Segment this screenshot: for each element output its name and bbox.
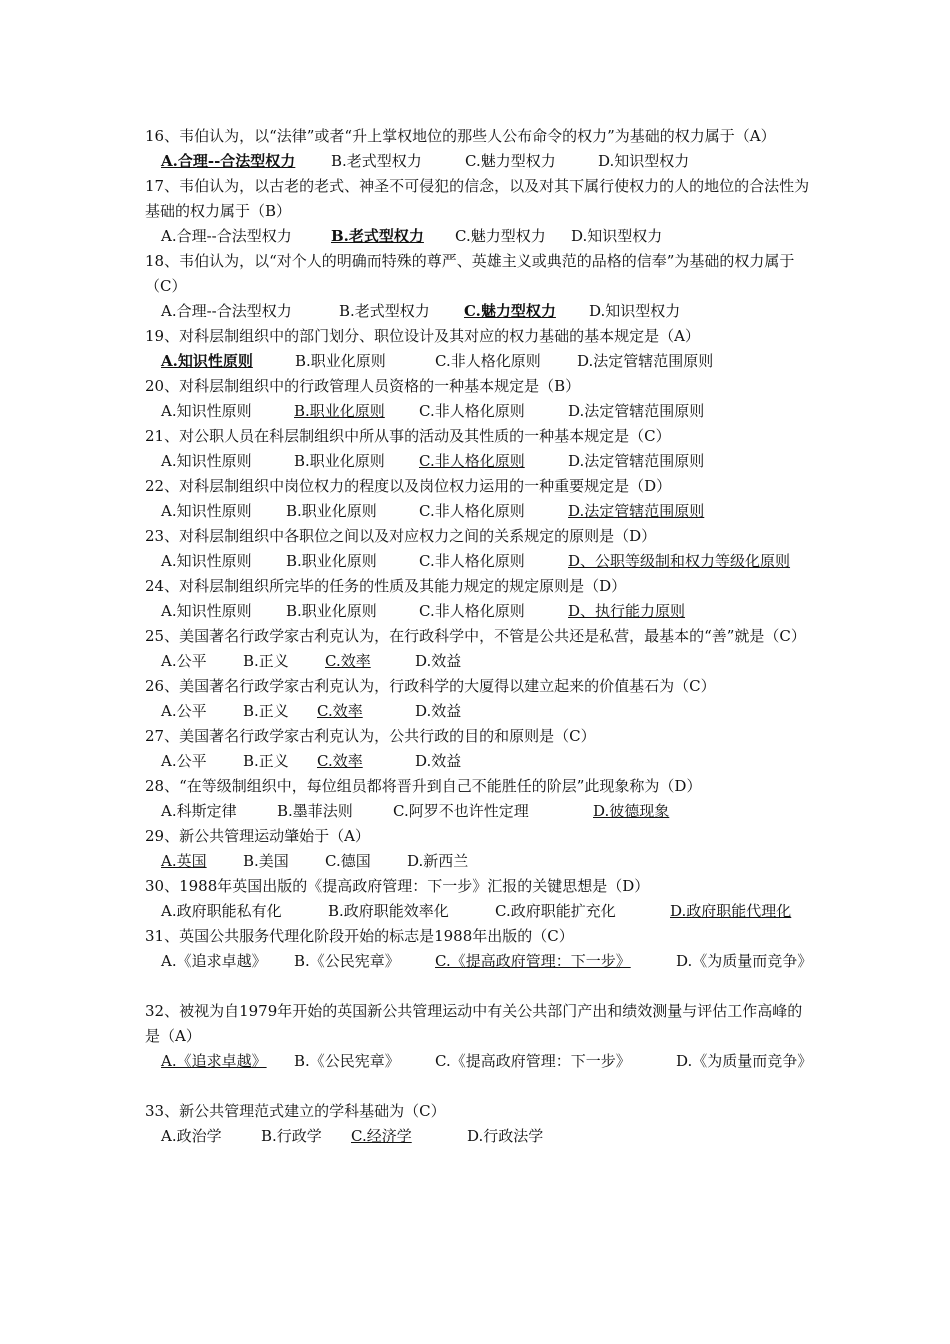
option-b: B.正义 [243,652,289,670]
option-c: C.非人格化原则 [419,602,525,620]
option-c-answer: C.非人格化原则 [419,452,525,470]
option-b: B.美国 [243,852,289,870]
options-26 [145,699,810,724]
option-c: C.政府职能扩充化 [495,902,616,920]
option-b: B.正义 [243,702,289,720]
option-b: B.职业化原则 [286,602,377,620]
option-b: B.政府职能效率化 [328,902,449,920]
option-b: B.老式型权力 [339,302,430,320]
option-d-answer: D、公职等级制和权力等级化原则 [568,552,791,570]
option-d-answer: D、执行能力原则 [568,602,686,620]
question-33: 33、新公共管理范式建立的学科基础为（C） [145,1102,446,1120]
options-24 [145,599,810,624]
option-d: D.效益 [415,652,462,670]
option-b: B.《公民宪章》 [294,1052,400,1070]
option-a-answer: A.合理--合法型权力 [161,152,296,170]
options-20 [145,399,810,424]
question-29: 29、新公共管理运动肇始于（A） [145,827,370,845]
option-a: A.公平 [161,752,207,770]
options-29 [145,849,810,874]
option-b: B.《公民宪章》 [294,952,400,970]
options-16 [145,149,810,174]
option-b: B.职业化原则 [295,352,386,370]
question-22: 22、对科层制组织中岗位权力的程度以及岗位权力运用的一种重要规定是（D） [145,477,672,495]
option-d: D.效益 [415,702,462,720]
option-a: A.《追求卓越》 [161,952,267,970]
option-c-answer: C.效率 [317,702,363,720]
option-c: C.非人格化原则 [435,352,541,370]
option-b: B.老式型权力 [331,152,422,170]
option-c: C.《提高政府管理：下一步》 [435,1052,631,1070]
option-a: A.知识性原则 [161,402,252,420]
option-d-answer: D.法定管辖范围原则 [568,502,705,520]
options-19 [145,349,810,374]
option-b: B.职业化原则 [286,552,377,570]
option-c: C.魅力型权力 [455,227,546,245]
option-c: C.非人格化原则 [419,552,525,570]
option-a: A.政府职能私有化 [161,902,282,920]
option-b-answer: B.职业化原则 [294,402,385,420]
line-spacer [145,1074,810,1099]
option-d: D.知识型权力 [589,302,681,320]
options-18 [145,299,810,324]
option-a: A.知识性原则 [161,552,252,570]
question-17: 17、韦伯认为，以古老的老式、神圣不可侵犯的信念，以及对其下属行使权力的人的地位的合法性为基础的权力属于（B） [145,177,810,220]
option-a: A.公平 [161,702,207,720]
option-b: B.正义 [243,752,289,770]
option-c-answer: C.经济学 [351,1127,412,1145]
option-d: D.法定管辖范围原则 [577,352,714,370]
question-21: 21、对公职人员在科层制组织中所从事的活动及其性质的一种基本规定是（C） [145,427,671,445]
option-d: D.效益 [415,752,462,770]
question-28: 28、“在等级制组织中，每位组员都将晋升到自己不能胜任的阶层”此现象称为（D） [145,777,702,795]
option-b: B.行政学 [261,1127,322,1145]
document-page [145,124,813,1149]
options-28 [145,799,810,824]
option-d: D.知识型权力 [571,227,663,245]
options-17 [145,224,810,249]
option-c: C.魅力型权力 [465,152,556,170]
question-25: 25、美国著名行政学家古利克认为，在行政科学中，不管是公共还是私营，最基本的“善”就是（C） [145,627,806,645]
option-a: A.政治学 [161,1127,222,1145]
option-c-answer: C.效率 [317,752,363,770]
option-c: C.阿罗不也许性定理 [393,802,529,820]
question-19: 19、对科层制组织中的部门划分、职位设计及其对应的权力基础的基本规定是（A） [145,327,700,345]
options-27 [145,749,810,774]
option-d: D.法定管辖范围原则 [568,452,705,470]
option-c-answer: C.《提高政府管理：下一步》 [435,952,631,970]
options-32: A.《追求卓越》 B.《公民宪章》 C.《提高政府管理：下一步》 D.《为质量而竞争》 [145,1049,810,1074]
question-16: 16、韦伯认为，以“法律”或者“升上掌权地位的那些人公布命令的权力”为基础的权力属于（A） [145,127,776,145]
option-c: C.德国 [325,852,371,870]
question-18: 18、韦伯认为，以“对个人的明确而特殊的尊严、英雄主义或典范的品格的信奉”为基础的权力属于（C） [145,252,795,295]
option-a: A.知识性原则 [161,602,252,620]
option-c-answer: C.魅力型权力 [464,302,556,320]
options-33 [145,1124,810,1149]
option-b: B.墨菲法则 [277,802,353,820]
options-30 [145,899,810,924]
option-d: D.知识型权力 [598,152,690,170]
option-a: A.知识性原则 [161,452,252,470]
option-a: A.公平 [161,652,207,670]
options-23 [145,549,810,574]
options-25 [145,649,810,674]
option-a: A.合理--合法型权力 [161,302,292,320]
option-b: B.职业化原则 [294,452,385,470]
option-a: A.知识性原则 [161,502,252,520]
question-27: 27、美国著名行政学家古利克认为，公共行政的目的和原则是（C） [145,727,596,745]
option-c-answer: C.效率 [325,652,371,670]
question-31: 31、英国公共服务代理化阶段开始的标志是1988年出版的（C） [145,927,574,945]
options-22 [145,499,810,524]
options-31: A.《追求卓越》 B.《公民宪章》 C.《提高政府管理：下一步》 D.《为质量而竞争》 [145,949,810,974]
option-a: A.科斯定律 [161,802,237,820]
option-a-answer: A.《追求卓越》 [161,1052,267,1070]
option-b: B.职业化原则 [286,502,377,520]
option-b-answer: B.老式型权力 [331,227,424,245]
option-d: D.行政法学 [467,1127,544,1145]
question-23: 23、对科层制组织中各职位之间以及对应权力之间的关系规定的原则是（D） [145,527,657,545]
option-a-answer: A.英国 [161,852,207,870]
option-d-answer: D.彼德现象 [593,802,670,820]
option-a: A.合理--合法型权力 [161,227,292,245]
option-c: C.非人格化原则 [419,402,525,420]
line-spacer [145,974,810,999]
option-d: D.法定管辖范围原则 [568,402,705,420]
question-32: 32、被视为自1979年开始的英国新公共管理运动中有关公共部门产出和绩效测量与评估工作高峰的是（A） [145,1002,803,1045]
question-30: 30、1988年英国出版的《提高政府管理：下一步》汇报的关键思想是（D） [145,877,650,895]
options-21 [145,449,810,474]
option-a-answer: A.知识性原则 [161,352,253,370]
question-24: 24、对科层制组织所完毕的任务的性质及其能力规定的规定原则是（D） [145,577,627,595]
option-d-answer: D.政府职能代理化 [670,902,792,920]
option-d: D.新西兰 [407,852,469,870]
question-20: 20、对科层制组织中的行政管理人员资格的一种基本规定是（B） [145,377,581,395]
option-c: C.非人格化原则 [419,502,525,520]
question-26: 26、美国著名行政学家古利克认为，行政科学的大厦得以建立起来的价值基石为（C） [145,677,716,695]
